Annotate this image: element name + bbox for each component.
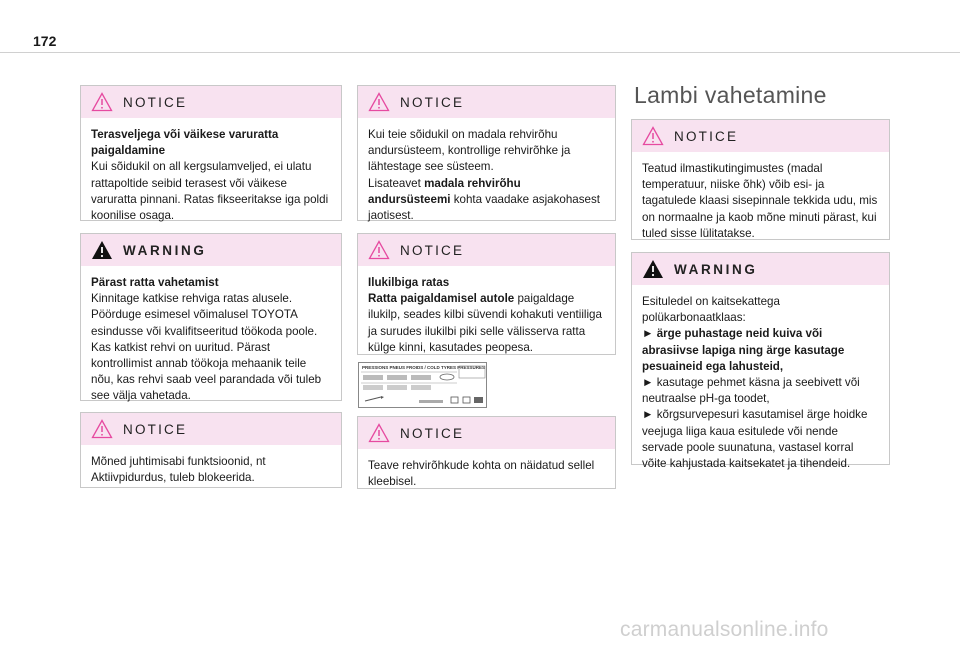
caution-triangle-icon (642, 126, 664, 146)
notice-heading: Ilukilbiga ratas (368, 276, 450, 289)
notice-box-tpms (357, 85, 616, 221)
watermark: carmanualsonline.info (620, 618, 829, 641)
notice-heading: Terasveljega või väikese varuratta paigaldamine (91, 128, 279, 158)
notice-header (81, 413, 341, 445)
warning-bullet-3: ► kõrgsurvepesuri kasutamisel ärge hoidke veejuga liiga kaua esitulede või nende servade poole suunatuna, vastasel korral võite kahjustada kaitsekatet ja tihendeid. (642, 408, 868, 471)
caution-triangle-icon (91, 92, 113, 112)
notice-box-steel-wheel (80, 85, 342, 221)
notice-header (358, 234, 615, 266)
warning-header (632, 253, 889, 285)
notice-title: NOTICE (123, 94, 188, 110)
warning-triangle-icon (642, 259, 664, 279)
top-rule (0, 52, 960, 53)
notice-text: Kui sõidukil on all kergsulamveljed, ei ulatu rattapoltide seibid terasest või väikese varuratta pinnani. Ratas fikseeritakse iga poldi koonilise osaga. (91, 160, 329, 223)
warning-box-after-wheel-change (80, 233, 342, 401)
notice-header (632, 120, 889, 152)
section-title: Lambi vahetamine (634, 82, 827, 108)
warning-header (81, 234, 341, 266)
warning-heading: Pärast ratta vahetamist (91, 276, 219, 289)
warning-text: Kinnitage katkise rehviga ratas alusele. Pöörduge esimesel võimalusel TOYOTA esindusse või kvalifitseeritud töökoda poole. Kas katkist rehvi on uuritud. Pärast kontrollimist annab töökoja mehaanik teile nõu, kas rehvi saab veel parandada või tuleb see välja vahetada. (91, 292, 322, 403)
notice-title: NOTICE (400, 242, 465, 258)
caution-triangle-icon (368, 92, 390, 112)
notice-title: NOTICE (123, 421, 188, 437)
warning-bullet-1: ► ärge puhastage neid kuiva või abrasiivse lapiga ning ärge kasutage pesuaineid ega lahusteid, (642, 327, 845, 373)
caution-triangle-icon (91, 419, 113, 439)
notice-title: NOTICE (400, 425, 465, 441)
tire-label-header: PRESSIONS PNEUS FROIDS / COLD TYRES PRESSURES (362, 365, 486, 370)
notice-text: Mõned juhtimisabi funktsioonid, nt Aktiivpidurdus, tuleb blokeerida. (91, 455, 266, 485)
notice-header (358, 86, 615, 118)
notice-box-hubcap (357, 233, 616, 355)
warning-title: WARNING (123, 242, 207, 258)
caution-triangle-icon (368, 240, 390, 260)
warning-intro: Esituledel on kaitsekattega polükarbonaatklaas: (642, 295, 780, 325)
notice-text-more: Lisateavet madala rehvirõhu andursüsteemi kohta vaadake asjakohasest jaotisest. (368, 176, 601, 223)
notice-text: Teatud ilmastikutingimustes (madal temperatuur, niiske õhk) võib esi- ja tagatulede klaasi sisepinnale tekkida udu, mis on normaalne ja kaob mõne minuti pärast, kui tuled sisse lülitatakse. (642, 162, 878, 240)
notice-box-tire-label (357, 416, 616, 489)
notice-title: NOTICE (400, 94, 465, 110)
page-number: 172 (33, 33, 57, 49)
notice-text: Ratta paigaldamisel autole paigaldage ilukilp, seades kilbi süvendi kohakuti ventiiliga ja surudes ilukilbi piki selle välisserva ratta külge kinni, kasutades peopesa. (368, 292, 602, 354)
notice-box-condensation (631, 119, 890, 240)
notice-title: NOTICE (674, 128, 739, 144)
warning-title: WARNING (674, 261, 758, 277)
caution-triangle-icon (368, 423, 390, 443)
tire-pressure-label-image (358, 362, 487, 408)
warning-bullet-2: ► kasutage pehmet käsna ja seebivett või neutraalse pH-ga toodet, (642, 376, 860, 406)
warning-triangle-icon (91, 240, 113, 260)
notice-text: Teave rehvirõhkude kohta on näidatud sellel kleebisel. (368, 459, 595, 489)
notice-box-driving-aids (80, 412, 342, 488)
notice-header (81, 86, 341, 118)
tire-label-graphic (359, 363, 488, 409)
notice-header (358, 417, 615, 449)
notice-text: Kui teie sõidukil on madala rehvirõhu andursüsteem, kontrollige rehvirõhke ja lähtestage see süsteem. (368, 128, 571, 174)
warning-box-headlamp-cleaning (631, 252, 890, 471)
